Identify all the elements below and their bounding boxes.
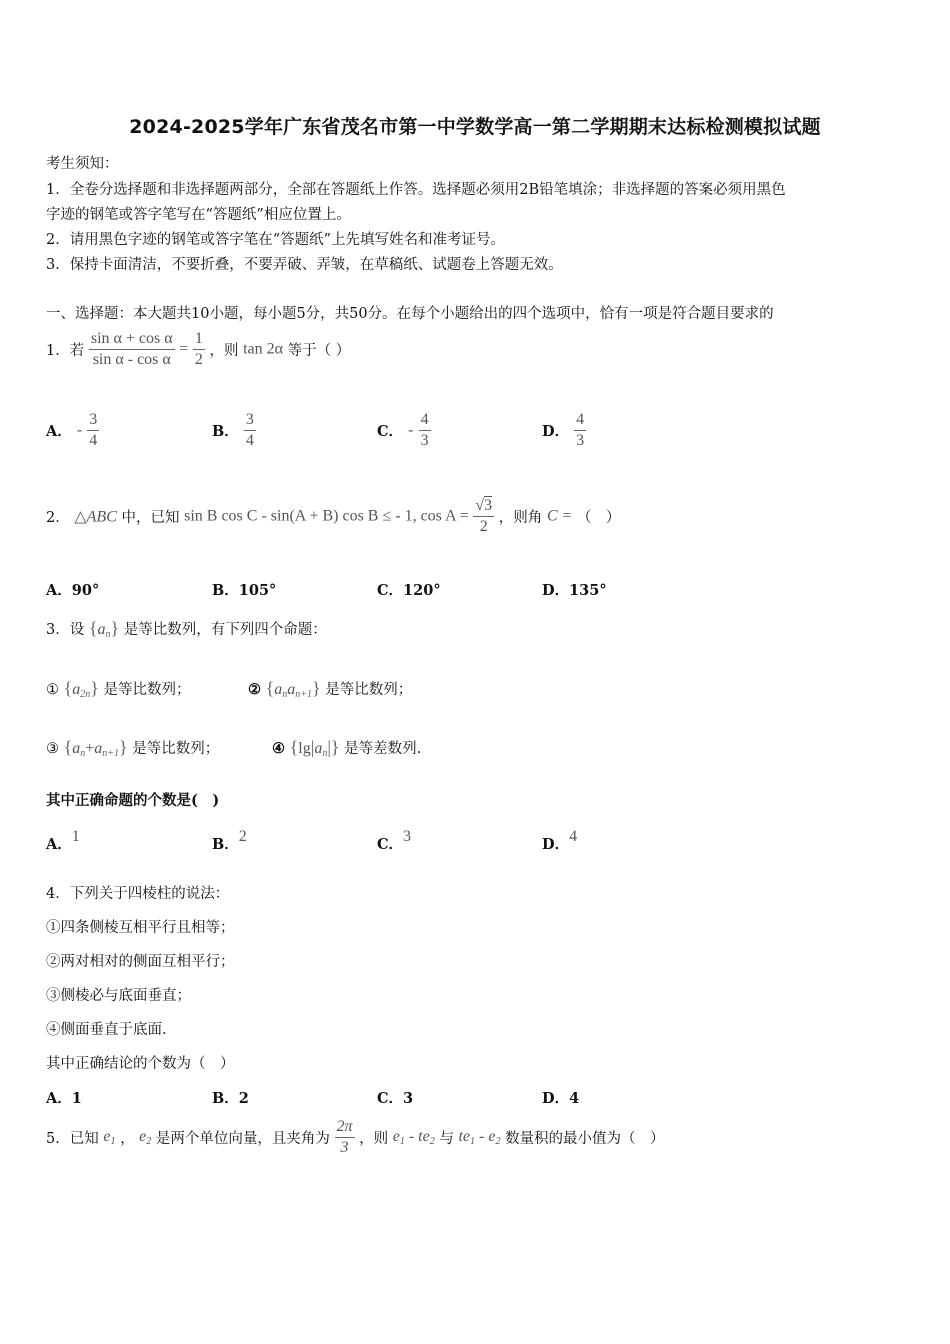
q3-seq-a: a xyxy=(97,621,106,638)
page-title: 2024-2025学年广东省茂名市第一中学数学高一第二学期期末达标检测模拟试题 xyxy=(129,116,821,138)
seq-a: a xyxy=(72,681,81,698)
q5-then: ，则 xyxy=(359,1131,389,1147)
q2-denominator: 2 xyxy=(479,518,488,535)
q3-prop-4-mark: ④ xyxy=(272,740,285,757)
q1-option-c[interactable] xyxy=(377,410,431,451)
seq-a: a xyxy=(72,740,81,757)
q2-triangle: △ABC xyxy=(74,508,117,526)
q3-prop-1-text: 是等比数列； xyxy=(103,682,191,698)
q5-angle xyxy=(335,1117,355,1158)
option-label: B． xyxy=(212,1090,239,1107)
angle-numerator: 2π xyxy=(335,1117,355,1138)
option-value: 105° xyxy=(238,582,277,599)
option-value: 1 xyxy=(71,1090,82,1107)
option-label: A． xyxy=(46,423,72,440)
option-numerator: 3 xyxy=(87,410,99,431)
q1-rhs-denominator: 2 xyxy=(194,351,203,368)
q1-option-b[interactable] xyxy=(212,410,256,451)
q2-sqrt: √3 xyxy=(473,496,494,517)
plus-sign: + xyxy=(85,740,95,757)
question-2 xyxy=(46,496,620,537)
option-fraction xyxy=(244,410,256,451)
q4-statement-1: ①四条侧棱互相平行且相等； xyxy=(46,920,235,936)
option-label: B． xyxy=(212,836,239,853)
q1-equals: = xyxy=(179,340,189,358)
q1-expression: tan 2α xyxy=(243,340,284,358)
option-label: D． xyxy=(542,423,570,440)
option-label: B． xyxy=(212,423,239,440)
e-sub: 2 xyxy=(146,1136,152,1147)
q3-prop-1-mark: ① xyxy=(46,682,59,698)
q4-intro: 4．下列关于四棱柱的说法： xyxy=(46,886,230,902)
e-letter: e xyxy=(462,1128,471,1145)
q2-angle-c: C = xyxy=(546,507,573,525)
e-sub: 2 xyxy=(429,1136,435,1147)
option-numerator: 4 xyxy=(574,410,586,431)
q4-ask: 其中正确结论的个数为（ ） xyxy=(46,1056,235,1072)
e-letter: e xyxy=(392,1128,400,1145)
seq-sub: n+1 xyxy=(102,748,120,759)
e-sub: 1 xyxy=(470,1136,476,1147)
lg-op: lg xyxy=(298,740,311,757)
q2-text: 中，已知 xyxy=(121,510,180,526)
e-letter: e xyxy=(103,1128,111,1145)
q3-number: 3．设 xyxy=(46,622,85,638)
seq-sub: 2n xyxy=(80,689,91,700)
seq-a: a xyxy=(314,740,323,757)
q5-expr-2 xyxy=(458,1128,500,1145)
section-heading: 一、选择题：本大题共10小题，每小题5分，共50分。在每个小题给出的四个选项中，恰有一项是符合题目要求的 xyxy=(46,306,774,322)
q4-option-a[interactable] xyxy=(46,1087,82,1108)
option-label: A． xyxy=(46,582,72,599)
q5-number: 5．已知 xyxy=(46,1131,99,1147)
option-value: 2 xyxy=(238,828,247,845)
e-letter: e xyxy=(488,1128,496,1145)
q4-option-c[interactable] xyxy=(377,1087,413,1108)
q1-rhs-numerator: 1 xyxy=(193,329,205,350)
q2-then: ，则角 xyxy=(498,510,543,526)
q3-option-d[interactable] xyxy=(542,826,577,854)
e-letter: e xyxy=(139,1128,147,1145)
option-denominator: 3 xyxy=(420,432,429,449)
e-sub: 1 xyxy=(399,1136,405,1147)
seq-a: a xyxy=(274,681,283,698)
q3-option-c[interactable] xyxy=(377,826,411,854)
t-letter: t xyxy=(458,1128,463,1145)
notice-item-1: 1．全卷分选择题和非选择题两部分，全部在答题纸上作答。选择题必须用2B铅笔填涂；非选择题的答案必须用黑色 xyxy=(46,182,786,198)
option-label: B． xyxy=(212,582,239,599)
q5-with: 与 xyxy=(439,1131,454,1147)
vec-e1 xyxy=(103,1128,115,1145)
q1-frac-denominator: sin α - cos α xyxy=(92,351,171,368)
q2-option-c[interactable] xyxy=(377,579,441,600)
notice-heading: 考生须知： xyxy=(46,156,119,172)
q1-then: ，则 xyxy=(209,343,239,359)
option-label: A． xyxy=(46,1090,72,1107)
seq-a: a xyxy=(94,740,103,757)
q3-prop-2-seq: $\{a_na_{n+1}\}$ xyxy=(265,678,321,700)
e-sub: 1 xyxy=(110,1136,116,1147)
q3-prop-3-mark: ③ xyxy=(46,741,59,757)
q1-rhs-fraction xyxy=(193,329,205,370)
notice-item-3: 3．保持卡面清洁，不要折叠，不要弄破、弄皱，在草稿纸、试题卷上答题无效。 xyxy=(46,257,563,273)
q5-tail: 数量积的最小值为（ ） xyxy=(505,1131,665,1147)
q5-expr-1 xyxy=(393,1128,435,1145)
option-value: 3 xyxy=(403,1090,414,1107)
q1-fraction xyxy=(89,329,175,370)
notice-item-1-cont: 字迹的钢笔或答字笔写在“答题纸”相应位置上。 xyxy=(46,207,351,223)
option-sign: - xyxy=(408,421,414,439)
q1-option-a[interactable] xyxy=(46,410,99,451)
q3-option-b[interactable] xyxy=(212,826,247,854)
option-label: C． xyxy=(377,582,404,599)
minus-sign: - xyxy=(475,1128,489,1145)
q2-cos-fraction xyxy=(473,496,494,537)
option-numerator: 4 xyxy=(419,410,431,431)
option-label: D． xyxy=(542,582,570,599)
seq-sub: n xyxy=(80,748,86,759)
option-denominator: 4 xyxy=(89,432,98,449)
option-label: C． xyxy=(377,1090,404,1107)
q3-prop-4-text: 是等差数列. xyxy=(344,741,422,757)
vec-e2 xyxy=(139,1128,151,1145)
option-value: 2 xyxy=(238,1090,249,1107)
option-denominator: 3 xyxy=(576,432,585,449)
q2-option-b[interactable] xyxy=(212,579,276,600)
q1-option-d[interactable] xyxy=(542,410,586,451)
e-sub: 2 xyxy=(495,1136,501,1147)
q3-option-a[interactable] xyxy=(46,826,80,854)
q2-condition: sin B cos C - sin(A + B) cos B ≤ - 1, cos A = xyxy=(184,507,469,525)
option-sign: - xyxy=(76,421,83,439)
option-value: 4 xyxy=(569,828,578,845)
q3-prop-1 xyxy=(46,678,191,700)
option-fraction xyxy=(574,410,586,451)
q1-number: 1．若 xyxy=(46,343,85,359)
q3-prop-4 xyxy=(272,737,421,759)
q2-sqrt-value: 3 xyxy=(484,497,493,514)
q3-prop-2-text: 是等比数列； xyxy=(325,682,413,698)
option-label: C． xyxy=(377,423,404,440)
q2-option-a[interactable] xyxy=(46,579,99,600)
q4-option-b[interactable] xyxy=(212,1087,249,1108)
q5-mid: 是两个单位向量，且夹角为 xyxy=(155,1131,330,1147)
q4-statement-4: ④侧面垂直于底面. xyxy=(46,1022,167,1038)
e-letter: e xyxy=(422,1128,430,1145)
option-denominator: 4 xyxy=(245,432,254,449)
q3-prop-1-seq: $\{a_{2n}\}$ xyxy=(63,678,99,700)
q3-intro: 是等比数列，有下列四个命题： xyxy=(123,622,327,638)
option-value: 120° xyxy=(403,582,441,599)
option-value: 90° xyxy=(71,582,100,599)
q3-seq-sub: n xyxy=(105,629,111,640)
q3-prop-2-mark: ② xyxy=(248,681,261,698)
option-label: D． xyxy=(542,836,570,853)
option-value: 4 xyxy=(569,1090,580,1107)
q1-frac-numerator: sin α + cos α xyxy=(89,329,175,350)
q3-prop-3-seq: $\{a_n+a_{n+1}\}$ xyxy=(63,737,128,759)
seq-sub: n xyxy=(322,748,328,759)
q2-tail: （ ） xyxy=(576,510,621,526)
seq-a: a xyxy=(287,681,296,698)
question-5 xyxy=(46,1117,665,1158)
q3-prop-3-text: 是等比数列； xyxy=(132,741,220,757)
option-value: 135° xyxy=(569,582,607,599)
option-label: C． xyxy=(377,836,404,853)
q1-tail: 等于（ ） xyxy=(287,343,351,359)
angle-denominator: 3 xyxy=(340,1139,349,1156)
q4-statement-2: ②两对相对的侧面互相平行； xyxy=(46,954,235,970)
q5-comma: ， xyxy=(120,1131,135,1147)
option-label: D． xyxy=(542,1090,570,1107)
notice-item-2: 2．请用黑色字迹的钢笔或答字笔在“答题纸”上先填写姓名和准考证号。 xyxy=(46,232,506,248)
question-1 xyxy=(46,329,350,370)
q3-prop-3 xyxy=(46,737,219,759)
question-3 xyxy=(46,618,327,640)
q2-option-d[interactable] xyxy=(542,579,607,600)
seq-sub: n xyxy=(282,689,288,700)
t-letter: t xyxy=(418,1128,423,1145)
q2-number: 2． xyxy=(46,510,70,526)
option-value: 1 xyxy=(71,828,80,845)
option-value: 3 xyxy=(403,828,412,845)
minus-sign: - xyxy=(404,1128,419,1145)
q3-prop-2 xyxy=(248,678,412,700)
option-label: A． xyxy=(46,836,72,853)
q4-option-d[interactable] xyxy=(542,1087,579,1108)
option-numerator: 3 xyxy=(244,410,256,431)
q3-ask: 其中正确命题的个数是( ) xyxy=(46,792,220,809)
option-fraction xyxy=(419,410,431,451)
option-fraction xyxy=(87,410,99,451)
q3-seq: $\{a_n\}$ xyxy=(88,618,120,640)
q4-statement-3: ③侧棱必与底面垂直； xyxy=(46,988,191,1004)
seq-sub: n+1 xyxy=(295,689,312,700)
q3-prop-4-seq: $\{\lg|a_n|\}$ xyxy=(289,737,340,759)
